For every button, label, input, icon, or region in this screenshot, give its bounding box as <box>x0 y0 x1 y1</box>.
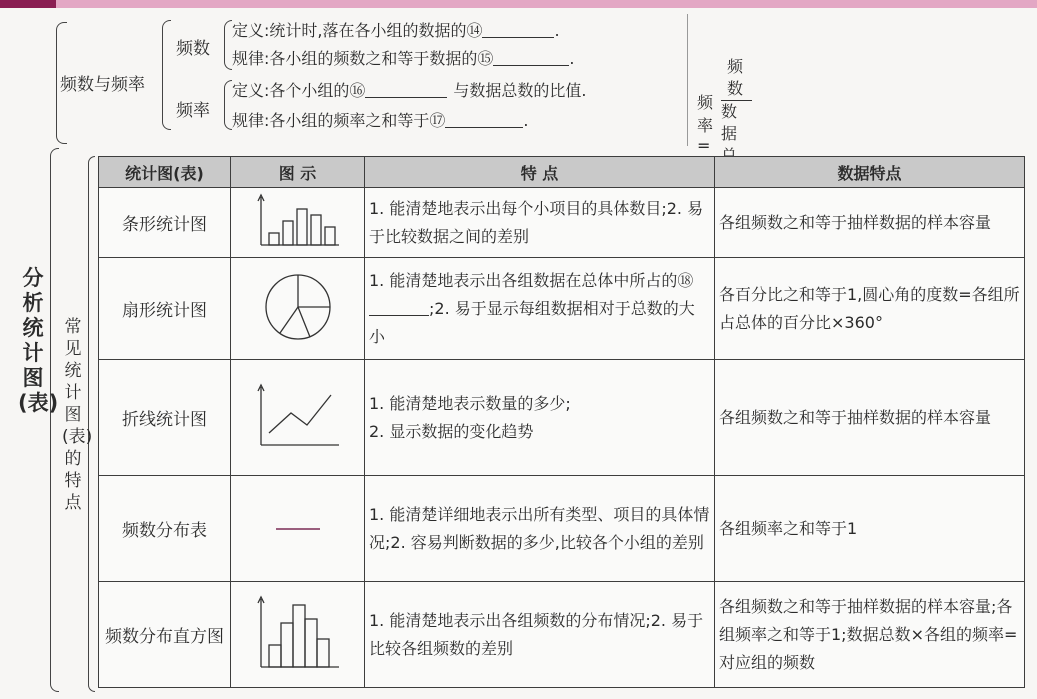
row-features: 1. 能清楚地表示出各组频数的分布情况;2. 易于比较各组频数的差别 <box>365 582 715 688</box>
blank-17[interactable] <box>445 113 523 128</box>
blank-15[interactable] <box>493 51 569 66</box>
row-data-features: 各组频数之和等于抽样数据的样本容量;各组频率之和等于1;数据总数×各组的频率=对应组的频数 <box>715 582 1025 688</box>
chart-types-table <box>98 156 1025 688</box>
pinlv-brace <box>224 80 232 130</box>
table-row <box>99 258 1025 360</box>
bar-chart-icon <box>231 188 365 258</box>
side-label: 常见统计图(表)的特点 <box>62 317 93 513</box>
header-data-features: 数据特点 <box>715 157 1025 188</box>
row-features <box>365 258 715 360</box>
pinlv-definition-suffix: 与数据总数的比值. <box>453 81 587 100</box>
table-row <box>99 188 1025 258</box>
formula-denominator: 数据 <box>721 102 738 143</box>
blank-16[interactable] <box>365 83 447 98</box>
row-features-text: 1. 能清楚地表示出各组数据在总体中所占的⑱ <box>369 270 694 290</box>
top-accent-bar <box>0 0 1037 8</box>
row-name: 折线统计图 <box>99 360 231 476</box>
pinlv-label: 频率 <box>176 101 210 121</box>
dash-icon <box>231 476 365 582</box>
row-features: 1. 能清楚地表示数量的多少; 2. 显示数据的变化趋势 <box>365 360 715 476</box>
pinlv-definition-text: 定义:各个小组的⑯ <box>232 81 366 100</box>
pinshu-definition <box>232 18 560 41</box>
period: . <box>523 111 529 130</box>
table-header-row <box>99 157 1025 188</box>
table-row <box>99 476 1025 582</box>
pie-chart-icon <box>231 258 365 360</box>
section-title: 分析统计图(表) <box>18 266 59 415</box>
row-data-features: 各组频数之和等于抽样数据的样本容量 <box>715 188 1025 258</box>
pinshu-rule <box>232 46 575 69</box>
formula-lhs: 频率= <box>697 93 714 155</box>
pinshu-brace <box>224 20 232 70</box>
period: . <box>554 21 560 40</box>
row-data-features: 各组频率之和等于1 <box>715 476 1025 582</box>
formula-numerator: 频数 <box>721 56 752 101</box>
row-data-features: 各百分比之和等于1,圆心角的度数=各组所占总体的百分比×360° <box>715 258 1025 360</box>
pinlv-rule <box>232 108 529 131</box>
row-name: 条形统计图 <box>99 188 231 258</box>
blank-18[interactable] <box>369 301 429 316</box>
row-data-features: 各组频数之和等于抽样数据的样本容量 <box>715 360 1025 476</box>
histogram-icon <box>231 582 365 688</box>
top-accent-block <box>0 0 56 8</box>
row-name: 扇形统计图 <box>99 258 231 360</box>
pinshu-rule-text: 规律:各小组的频数之和等于数据的⑮ <box>232 49 494 68</box>
row-name: 频数分布直方图 <box>99 582 231 688</box>
header-chart-type: 统计图(表) <box>99 157 231 188</box>
row-name: 频数分布表 <box>99 476 231 582</box>
side-brace <box>88 156 95 692</box>
row-features-text-2: ;2. 易于显示每组数据相对于总数的大小 <box>369 298 695 346</box>
blank-14[interactable] <box>482 23 554 38</box>
header-features: 特 点 <box>365 157 715 188</box>
line-chart-icon <box>231 360 365 476</box>
period: . <box>569 49 575 68</box>
frequency-title: 频数与频率 <box>60 75 145 95</box>
frequency-brace <box>162 20 171 130</box>
outline-divider <box>687 14 688 146</box>
pinshu-label: 频数 <box>176 39 210 59</box>
row-features: 1. 能清楚详细地表示出所有类型、项目的具体情况;2. 容易判断数据的多少,比较各个小组的差别 <box>365 476 715 582</box>
table-row <box>99 582 1025 688</box>
header-illustration: 图 示 <box>231 157 365 188</box>
pinlv-rule-text: 规律:各小组的频率之和等于⑰ <box>232 111 446 130</box>
pinshu-definition-text: 定义:统计时,落在各小组的数据的⑭ <box>232 21 483 40</box>
row-features: 1. 能清楚地表示出每个小项目的具体数目;2. 易于比较数据之间的差别 <box>365 188 715 258</box>
frequency-outline <box>52 16 752 156</box>
pinlv-definition <box>232 78 587 101</box>
table-row <box>99 360 1025 476</box>
section-brace <box>50 148 59 692</box>
